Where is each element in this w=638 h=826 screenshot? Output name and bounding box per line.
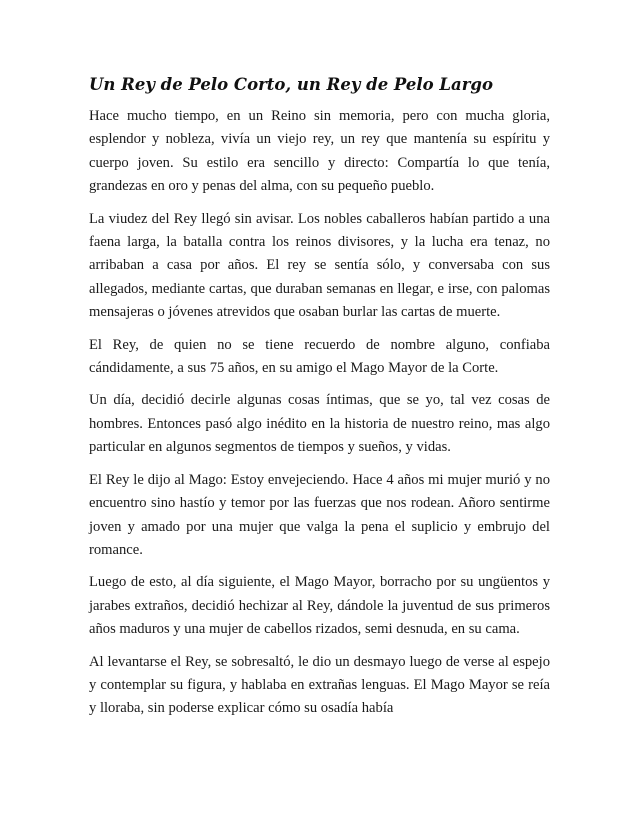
document-page: [89, 74, 550, 730]
paragraph-5: El Rey le dijo al Mago: Estoy envejeciendo. Hace 4 años mi mujer murió y no encuentro sino hastío y temor por las fuerzas que nos rodean. Añoro sentirme joven y amado por una mujer que valga la pena el suplicio y embrujo del romance.: [89, 471, 550, 558]
paragraph-3: El Rey, de quien no se tiene recuerdo de nombre alguno, confiaba cándidamente, a sus 75 años, en su amigo el Mago Mayor de la Corte.: [89, 336, 550, 377]
paragraph-4: Un día, decidió decirle algunas cosas íntimas, que se yo, tal vez cosas de hombres. Entonces pasó algo inédito en la historia de nuestro reino, mas algo particular en algunos segmentos de tiempos y sueños, y vidas.: [89, 392, 550, 456]
paragraph-6: Luego de esto, al día siguiente, el Mago Mayor, borracho por su ungüentos y jarabes extraños, decidió hechizar al Rey, dándole la juventud de sus primeros años maduros y una mujer de cabellos rizados, semi desnuda, en su cama.: [89, 574, 550, 638]
paragraph-1: Hace mucho tiempo, en un Reino sin memoria, pero con mucha gloria, esplendor y nobleza, vivía un viejo rey, un rey que mantenía su espíritu y cuerpo joven. Su estilo era sencillo y directo: Compartía lo que tenía, grandezas en oro y penas del alma, con su pequeño pueblo.: [89, 108, 550, 195]
paragraph-7: Al levantarse el Rey, se sobresaltó, le dio un desmayo luego de verse al espejo y contemplar su figura, y hablaba en extrañas lenguas. El Mago Mayor se reía y lloraba, sin poderse explicar cómo su osadía había: [89, 653, 550, 717]
document-title: Un Rey de Pelo Corto, un Rey de Pelo Largo: [89, 75, 493, 94]
paragraph-2: La viudez del Rey llegó sin avisar. Los nobles caballeros habían partido a una faena larga, la batalla contra los reinos divisores, y la lucha era tenaz, no arribaban a casa por años. El rey se sentía sólo, y conversaba con sus allegados, mediante cartas, que duraban semanas en llegar, e irse, con palomas mensajeras o jóvenes atrevidos que osaban burlar las cartas de muerte.: [89, 210, 550, 321]
